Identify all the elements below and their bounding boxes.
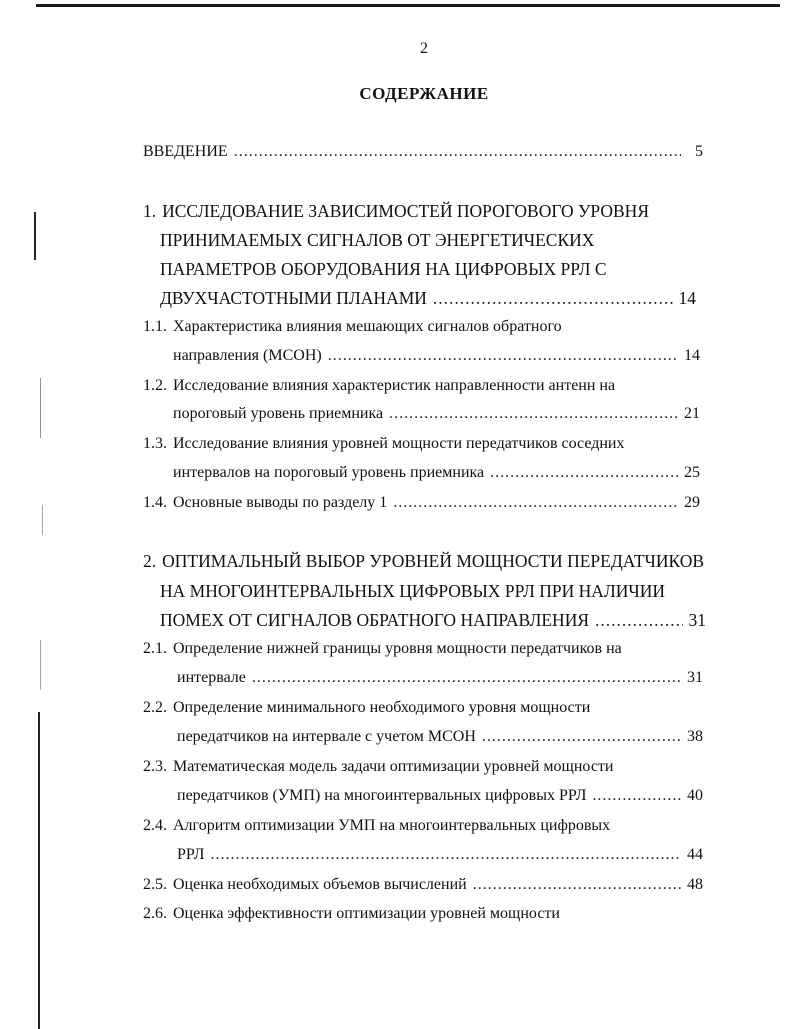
toc-chapter-title-cont: НА МНОГОИНТЕРВАЛЬНЫХ ЦИФРОВЫХ РРЛ ПРИ НАЛИЧИИ xyxy=(160,581,666,601)
toc-page-number: 14 xyxy=(678,288,696,308)
toc-section-title-cont: направления (МСОН) xyxy=(173,347,322,364)
toc-leader-dots xyxy=(393,492,678,514)
scan-artifact-mark xyxy=(40,378,41,438)
toc-chapter-2-line-2 xyxy=(160,580,665,602)
toc-section-number: 1.4. xyxy=(143,494,167,511)
toc-chapter-1-line-3 xyxy=(160,258,607,280)
toc-section-title: Определение минимального необходимого уровня мощности xyxy=(173,699,591,716)
toc-leader-dots xyxy=(252,667,681,689)
toc-section-title-cont: пороговый уровень приемника xyxy=(173,405,384,422)
toc-section-title: Исследование влияния характеристик направленности антенн на xyxy=(173,377,616,394)
toc-section-number: 2.4. xyxy=(143,817,167,834)
toc-section-number: 2.5. xyxy=(143,876,167,893)
toc-chapter-title: ОПТИМАЛЬНЫЙ ВЫБОР УРОВНЕЙ МОЩНОСТИ ПЕРЕДАТЧИКОВ xyxy=(162,551,705,571)
toc-page-number: 5 xyxy=(695,143,703,160)
toc-section-number: 2.3. xyxy=(143,758,167,775)
toc-leader-dots xyxy=(482,726,681,748)
toc-section-1-3-cont[interactable] xyxy=(173,462,700,484)
toc-leader-dots xyxy=(234,141,681,163)
toc-section-2-6[interactable] xyxy=(143,903,560,925)
page-number: 2 xyxy=(420,40,428,57)
toc-leader-dots xyxy=(210,844,681,866)
toc-chapter-title: ИССЛЕДОВАНИЕ ЗАВИСИМОСТЕЙ ПОРОГОВОГО УРОВНЯ xyxy=(162,201,649,221)
toc-section-title: Характеристика влияния мешающих сигналов обратного xyxy=(173,318,562,335)
toc-leader-dots xyxy=(473,874,681,896)
toc-chapter-title-cont: ПОМЕХ ОТ СИГНАЛОВ ОБРАТНОГО НАПРАВЛЕНИЯ xyxy=(160,610,589,630)
toc-section-2-1-cont[interactable] xyxy=(177,667,703,689)
toc-section-2-4-cont[interactable] xyxy=(177,844,703,866)
toc-page-number: 29 xyxy=(684,494,700,511)
toc-chapter-1-line-4[interactable] xyxy=(160,287,696,309)
toc-leader-dots xyxy=(490,462,678,484)
toc-page-number: 21 xyxy=(684,405,700,422)
toc-chapter-title-cont: ПРИНИМАЕМЫХ СИГНАЛОВ ОТ ЭНЕРГЕТИЧЕСКИХ xyxy=(160,230,595,250)
toc-section-title-cont: интервалов на пороговый уровень приемника xyxy=(173,464,485,481)
toc-section-title: Алгоритм оптимизации УМП на многоинтервальных цифровых xyxy=(173,817,611,834)
toc-leader-dots xyxy=(433,287,673,309)
toc-section-title: Определение нижней границы уровня мощности передатчиков на xyxy=(173,640,622,657)
toc-section-2-2-cont[interactable] xyxy=(177,726,703,748)
toc-chapter-title-cont: ПАРАМЕТРОВ ОБОРУДОВАНИЯ НА ЦИФРОВЫХ РРЛ С xyxy=(160,259,607,279)
toc-page-number: 31 xyxy=(687,669,703,686)
toc-chapter-2-line-1[interactable] xyxy=(143,550,704,572)
toc-page-number: 44 xyxy=(687,846,703,863)
toc-section-2-3[interactable] xyxy=(143,756,613,778)
toc-section-1-1[interactable] xyxy=(143,316,562,338)
toc-section-title: Оценка эффективности оптимизации уровней мощности xyxy=(173,905,560,922)
toc-section-2-4[interactable] xyxy=(143,815,610,837)
toc-section-number: 2.2. xyxy=(143,699,167,716)
toc-section-title: Оценка необходимых объемов вычислений xyxy=(173,876,467,893)
toc-page-number: 40 xyxy=(687,787,703,804)
toc-leader-dots xyxy=(389,403,678,425)
toc-section-1-1-cont[interactable] xyxy=(173,345,700,367)
toc-section-number: 2.6. xyxy=(143,905,167,922)
toc-page-number: 25 xyxy=(684,464,700,481)
toc-section-1-2-cont[interactable] xyxy=(173,403,700,425)
toc-section-2-5[interactable] xyxy=(143,874,703,896)
toc-section-number: 1.3. xyxy=(143,435,167,452)
toc-page-number: 38 xyxy=(687,728,703,745)
scan-left-edge-line xyxy=(38,712,40,1029)
toc-chapter-2-line-3[interactable] xyxy=(160,609,706,631)
toc-chapter-1-line-1[interactable] xyxy=(143,200,649,222)
toc-section-2-3-cont[interactable] xyxy=(177,785,703,807)
toc-leader-dots xyxy=(592,785,681,807)
scan-top-border xyxy=(36,4,780,7)
toc-section-number: 1.1. xyxy=(143,318,167,335)
page-title: СОДЕРЖАНИЕ xyxy=(359,84,489,103)
toc-page-number: 14 xyxy=(684,347,700,364)
toc-entry-intro[interactable] xyxy=(143,141,703,163)
toc-section-title-cont: интервале xyxy=(177,669,246,686)
toc-section-title: Основные выводы по разделу 1 xyxy=(173,494,388,511)
toc-section-title: Математическая модель задачи оптимизации уровней мощности xyxy=(173,758,614,775)
toc-leader-dots xyxy=(328,345,678,367)
toc-section-number: 2.1. xyxy=(143,640,167,657)
toc-chapter-number: 1. xyxy=(143,201,157,221)
toc-section-1-3[interactable] xyxy=(143,433,624,455)
toc-section-2-1[interactable] xyxy=(143,638,622,660)
toc-leader-dots xyxy=(595,609,683,631)
toc-section-title-cont: РРЛ xyxy=(177,846,205,863)
toc-entry-text: ВВЕДЕНИЕ xyxy=(143,143,228,160)
scan-artifact-bracket xyxy=(34,212,36,260)
toc-chapter-title-cont: ДВУХЧАСТОТНЫМИ ПЛАНАМИ xyxy=(160,288,427,308)
scan-artifact-mark xyxy=(42,505,43,535)
toc-section-title: Исследование влияния уровней мощности передатчиков соседних xyxy=(173,435,625,452)
toc-chapter-1-line-2 xyxy=(160,229,594,251)
toc-section-title-cont: передатчиков на интервале с учетом МСОН xyxy=(177,728,476,745)
toc-page-number: 48 xyxy=(687,876,703,893)
toc-section-2-2[interactable] xyxy=(143,697,590,719)
toc-section-1-4[interactable] xyxy=(143,492,700,514)
toc-chapter-number: 2. xyxy=(143,551,157,571)
toc-page-number: 31 xyxy=(688,610,706,630)
toc-section-1-2[interactable] xyxy=(143,375,615,397)
toc-section-title-cont: передатчиков (УМП) на многоинтервальных цифровых РРЛ xyxy=(177,787,587,804)
toc-section-number: 1.2. xyxy=(143,377,167,394)
scan-artifact-mark xyxy=(40,640,41,690)
